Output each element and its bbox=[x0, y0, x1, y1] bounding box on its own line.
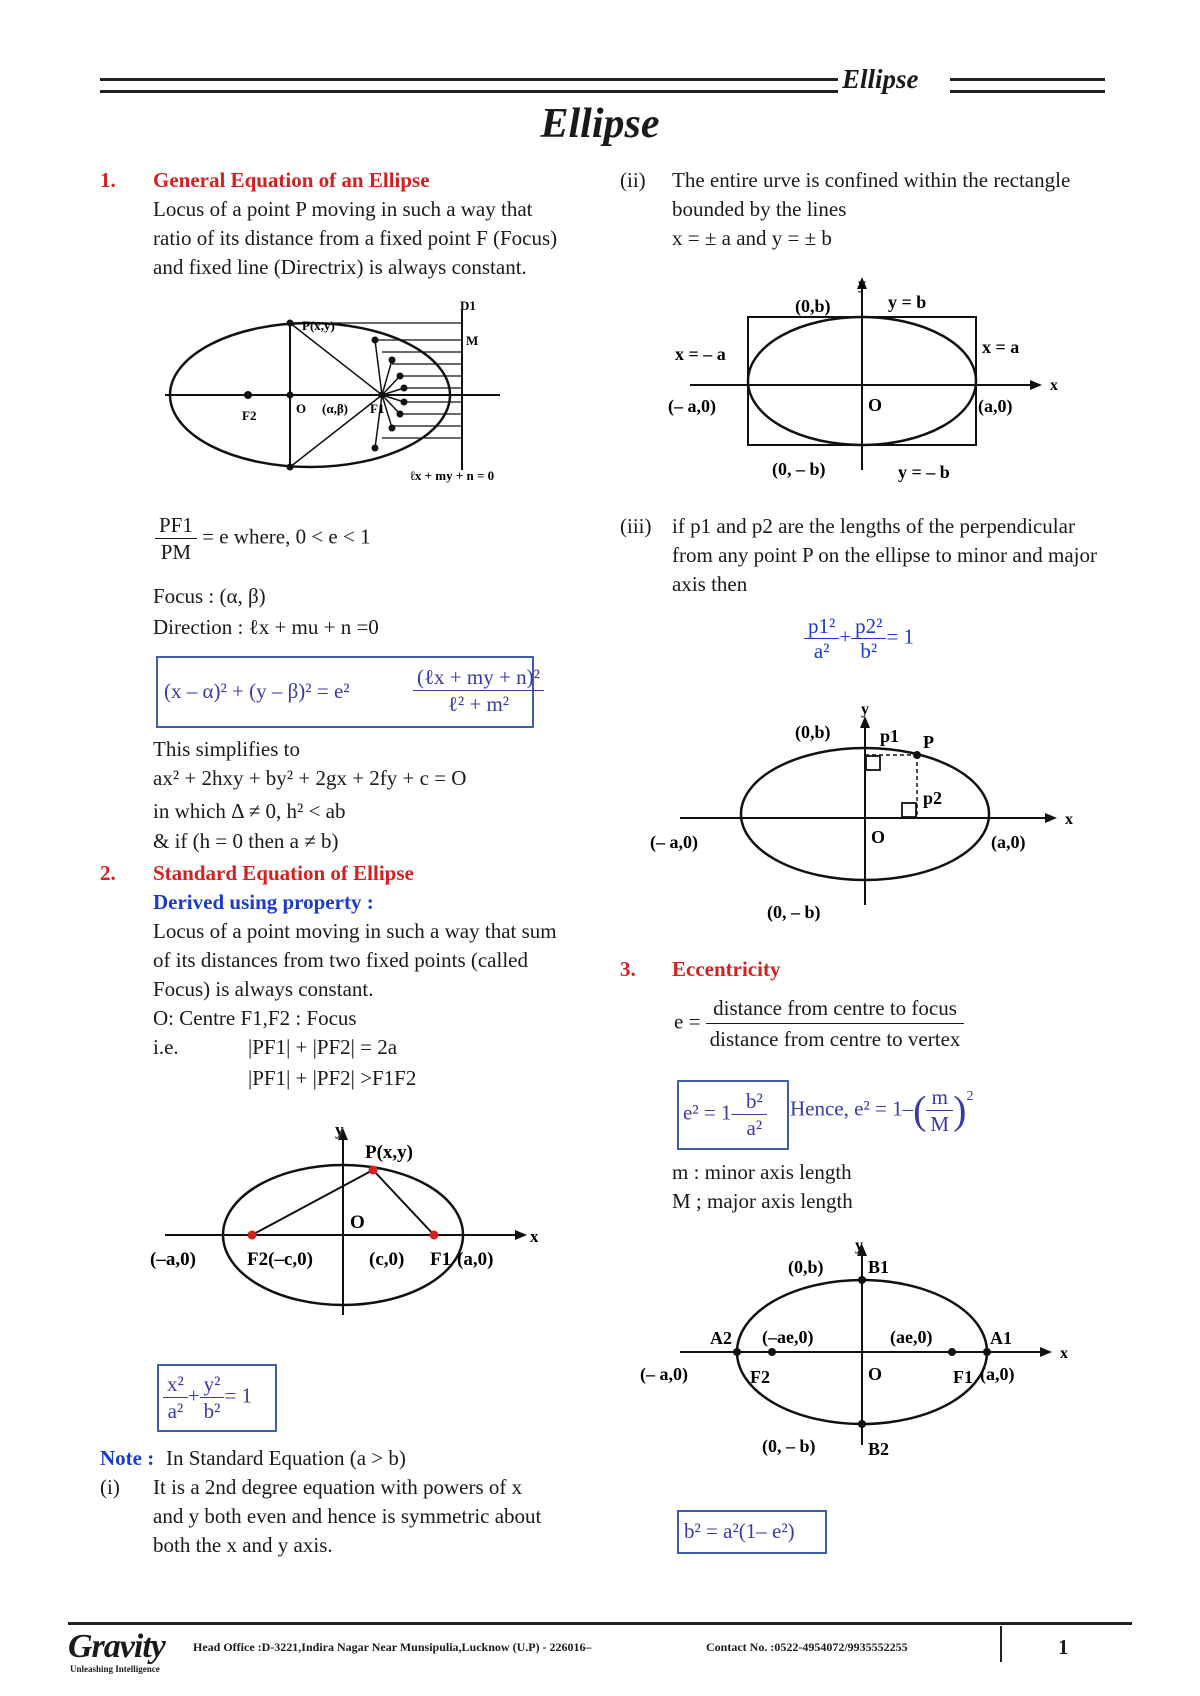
minor-axis-def: m : minor axis length bbox=[672, 1160, 852, 1184]
fig5-y-label: y bbox=[855, 1240, 863, 1254]
logo-tagline: Unleashing Intelligence bbox=[70, 1664, 160, 1674]
final-equation-box bbox=[677, 1510, 827, 1554]
hence-lhs: Hence, e² = 1– bbox=[790, 1096, 914, 1121]
eccentricity-box bbox=[677, 1080, 789, 1150]
item-i-line-2: and y both even and hence is symmetric about bbox=[153, 1504, 542, 1528]
s2-rel-1: |PF1| + |PF2| = 2a bbox=[248, 1035, 398, 1059]
fig5-na0-label: (– a,0) bbox=[640, 1364, 688, 1384]
ratio-denominator: PM bbox=[160, 540, 192, 564]
s1-line-3: and fixed line (Directrix) is always constant. bbox=[153, 255, 527, 279]
note-text: In Standard Equation (a > b) bbox=[166, 1446, 406, 1470]
s1-line-1: Locus of a point P moving in such a way that bbox=[153, 197, 533, 221]
fig4-na0-label: (– a,0) bbox=[650, 832, 698, 852]
page-title: Ellipse bbox=[540, 101, 660, 147]
fig3-yb-label: y = b bbox=[888, 292, 927, 312]
fig5-ae-label: (ae,0) bbox=[890, 1327, 933, 1347]
item-i-line-3: both the x and y axis. bbox=[153, 1533, 333, 1557]
perpendicular-equation: $\frac{\text{p1²}}{\text{a²}}$ + $\frac{\text{p2²}}{\text{b²}}$ = 1 bbox=[804, 614, 914, 663]
header-rule-left bbox=[100, 78, 838, 93]
hence-equation: Hence, e² = 1–( $\frac{m}{M}$ )$^2$ bbox=[790, 1085, 974, 1136]
std-eq-a2: a² bbox=[167, 1399, 184, 1423]
simplifies-text: This simplifies to bbox=[153, 737, 300, 761]
perp-eq-p2: p2² bbox=[851, 614, 886, 639]
section-2-subheading: Derived using property : bbox=[153, 890, 374, 914]
fig3-ynb-label: y = – b bbox=[898, 462, 950, 482]
footer-rule bbox=[68, 1622, 1132, 1625]
fig1-f2-label: F2 bbox=[242, 408, 257, 423]
ratio-numerator: PF1 bbox=[155, 512, 197, 539]
fig1-ab-label: (α,β) bbox=[322, 401, 349, 416]
ecc-box-num: b² bbox=[742, 1088, 767, 1115]
fig2-p-label: P(x,y) bbox=[365, 1142, 414, 1163]
item-iii-line-3: axis then bbox=[672, 572, 748, 596]
s2-rel-2: |PF1| + |PF2| >F1F2 bbox=[248, 1066, 417, 1090]
fig1-p-label: P(x,y) bbox=[302, 318, 335, 333]
fig3-xna-label: x = – a bbox=[675, 344, 726, 364]
fig3-x-label: x bbox=[1050, 377, 1058, 394]
bounding-rectangle-figure bbox=[660, 275, 1080, 490]
final-equation: b² = a²(1– e²) bbox=[684, 1519, 795, 1543]
s2-line-2: of its distances from two fixed points (called bbox=[153, 948, 528, 972]
standard-ellipse-figure bbox=[145, 1120, 545, 1330]
fig4-p-label: P bbox=[923, 732, 934, 752]
s1-line-2: ratio of its distance from a fixed point F (Focus) bbox=[153, 226, 558, 250]
fig3-na0-label: (– a,0) bbox=[668, 396, 716, 416]
fig4-p2-label: p2 bbox=[923, 788, 943, 808]
eq-fraction bbox=[413, 664, 544, 717]
item-ii-label: (ii) bbox=[620, 168, 646, 192]
fig2-f2-label: F2(–c,0) bbox=[247, 1249, 313, 1270]
s2-line-1: Locus of a point moving in such a way that sum bbox=[153, 919, 557, 943]
fig5-o-label: O bbox=[868, 1364, 883, 1384]
ecc-lhs: e = bbox=[674, 1009, 701, 1034]
section-2-number: 2. bbox=[100, 861, 116, 885]
std-eq-b2: b² bbox=[203, 1399, 221, 1423]
major-axis-def: M ; major axis length bbox=[672, 1189, 853, 1213]
fig3-xa-label: x = a bbox=[982, 337, 1020, 357]
fig5-ob-label: (0,b) bbox=[788, 1257, 824, 1277]
eq-den: ℓ² + m² bbox=[447, 692, 510, 716]
fig4-onb-label: (0, – b) bbox=[767, 902, 821, 922]
fig5-f1-label: F1 bbox=[953, 1367, 973, 1387]
eq-num: (ℓx + my + n)² bbox=[413, 664, 544, 691]
fig5-f2-label: F2 bbox=[750, 1367, 770, 1387]
fig2-a-label: (a,0) bbox=[457, 1249, 494, 1270]
perp-eq-a2: a² bbox=[813, 639, 830, 663]
s2-centre: O: Centre F1,F2 : Focus bbox=[153, 1006, 357, 1030]
condition-2: & if (h = 0 then a ≠ b) bbox=[153, 829, 339, 853]
fig5-a1-label: A1 bbox=[990, 1328, 1012, 1348]
footer-divider bbox=[1000, 1626, 1002, 1662]
ratio-rhs: = e where, 0 < e < 1 bbox=[202, 524, 371, 549]
fig5-b1-label: B1 bbox=[868, 1257, 890, 1277]
fig1-line-label: ℓx + my + n = 0 bbox=[410, 468, 495, 483]
fig2-f1-label: F1 bbox=[430, 1249, 452, 1270]
page-number: 1 bbox=[1058, 1635, 1069, 1659]
hence-num: m bbox=[926, 1084, 953, 1111]
eccentricity-ratio bbox=[155, 512, 371, 565]
fig3-o-label: O bbox=[868, 395, 883, 415]
ecc-box-den: a² bbox=[746, 1116, 763, 1140]
std-eq-rhs: = 1 bbox=[224, 1383, 253, 1408]
fig5-a0-label: (a,0) bbox=[980, 1364, 1015, 1384]
fig2-c-label: (c,0) bbox=[369, 1249, 405, 1270]
section-2-heading: Standard Equation of Ellipse bbox=[153, 861, 414, 885]
item-iii-line-2: from any point P on the ellipse to minor and major bbox=[672, 543, 1097, 567]
ecc-box-lhs: e² = 1– bbox=[683, 1100, 742, 1125]
fig2-neg-a-label: (–a,0) bbox=[150, 1249, 196, 1270]
fig5-onb-label: (0, – b) bbox=[762, 1436, 816, 1456]
focus-directrix-equation-box bbox=[156, 656, 540, 728]
condition-1: in which Δ ≠ 0, h² < ab bbox=[153, 799, 346, 823]
section-3-number: 3. bbox=[620, 957, 636, 981]
fig3-y-label: y bbox=[858, 276, 866, 293]
fig5-x-label: x bbox=[1060, 1345, 1068, 1362]
fig5-b2-label: B2 bbox=[868, 1439, 890, 1459]
running-title: Ellipse bbox=[842, 64, 919, 94]
fig5-nae-label: (–ae,0) bbox=[762, 1327, 814, 1347]
directrix-line: Direction : ℓx + mu + n =0 bbox=[153, 615, 379, 639]
item-iii-label: (iii) bbox=[620, 514, 652, 538]
fig5-a2-label: A2 bbox=[710, 1328, 732, 1348]
perpendiculars-figure bbox=[645, 700, 1095, 930]
fig4-p1-label: p1 bbox=[880, 726, 900, 746]
perp-eq-p1: p1² bbox=[804, 614, 839, 639]
eccentricity-definition bbox=[674, 993, 964, 1054]
focus-line: Focus : (α, β) bbox=[153, 584, 266, 608]
fig1-o-label: O bbox=[296, 401, 307, 416]
fig2-o-label: O bbox=[350, 1212, 365, 1233]
fig4-o-label: O bbox=[871, 827, 886, 847]
fig2-y-label: y bbox=[335, 1120, 344, 1139]
header-rule-right bbox=[950, 78, 1105, 93]
item-ii-line-3: x = ± a and y = ± b bbox=[672, 226, 832, 250]
ecc-den: distance from centre to vertex bbox=[709, 1027, 961, 1051]
item-i-line-1: It is a 2nd degree equation with powers of x bbox=[153, 1475, 523, 1499]
note-label: Note : bbox=[100, 1446, 155, 1470]
eq-lhs: (x – α)² + (y – β)² = e² bbox=[164, 679, 350, 703]
item-ii-line-1: The entire urve is confined within the rectangle bbox=[672, 168, 1071, 192]
footer-contact: Contact No. :0522-4954072/9935552255 bbox=[706, 1640, 908, 1654]
ecc-box-eq bbox=[683, 1088, 767, 1141]
fig3-onb-label: (0, – b) bbox=[772, 459, 826, 479]
perp-eq-b2: b² bbox=[860, 639, 878, 663]
fig1-f1-label: F1 bbox=[370, 401, 385, 416]
fig3-ob-label: (0,b) bbox=[795, 296, 831, 316]
fig4-ob-label: (0,b) bbox=[795, 722, 831, 742]
foci-vertices-figure bbox=[640, 1240, 1100, 1465]
item-ii-line-2: bounded by the lines bbox=[672, 197, 847, 221]
s2-ie: i.e. bbox=[153, 1035, 179, 1059]
item-iii-line-1: if p1 and p2 are the lengths of the perpendicular bbox=[672, 514, 1075, 538]
section-1-number: 1. bbox=[100, 168, 116, 192]
fig1-m-label: M bbox=[466, 333, 479, 348]
focus-directrix-figure bbox=[160, 300, 540, 490]
gravity-logo: Gravity bbox=[68, 1628, 165, 1665]
s2-line-3: Focus) is always constant. bbox=[153, 977, 374, 1001]
perp-eq-rhs: = 1 bbox=[886, 624, 915, 649]
footer-office: Head Office :D-3221,Indira Nagar Near Munsipulia,Lucknow (U.P) - 226016– bbox=[193, 1640, 592, 1654]
standard-equation-box bbox=[157, 1364, 277, 1432]
std-eq-x2: x² bbox=[163, 1371, 188, 1398]
fig4-x-label: x bbox=[1065, 811, 1073, 828]
fig2-x-label: x bbox=[530, 1227, 539, 1246]
hence-den: M bbox=[930, 1112, 950, 1136]
fig4-y-label: y bbox=[861, 701, 869, 718]
section-3-heading: Eccentricity bbox=[672, 957, 781, 981]
std-eq: $\frac{\text{x²}}{\text{a²}}$ + $\frac{\text{y²}}{\text{b²}}$ = 1 bbox=[163, 1371, 252, 1424]
section-1-heading: General Equation of an Ellipse bbox=[153, 168, 430, 192]
std-eq-y2: y² bbox=[200, 1371, 225, 1398]
fig1-d1-label: D1 bbox=[460, 300, 476, 313]
fig3-a0-label: (a,0) bbox=[978, 396, 1013, 416]
general-equation: ax² + 2hxy + by² + 2gx + 2fy + c = O bbox=[153, 766, 467, 790]
hence-power: 2 bbox=[966, 1089, 974, 1104]
ecc-num: distance from centre to focus bbox=[706, 993, 965, 1024]
fig4-a0-label: (a,0) bbox=[991, 832, 1026, 852]
item-i-label: (i) bbox=[100, 1475, 120, 1499]
